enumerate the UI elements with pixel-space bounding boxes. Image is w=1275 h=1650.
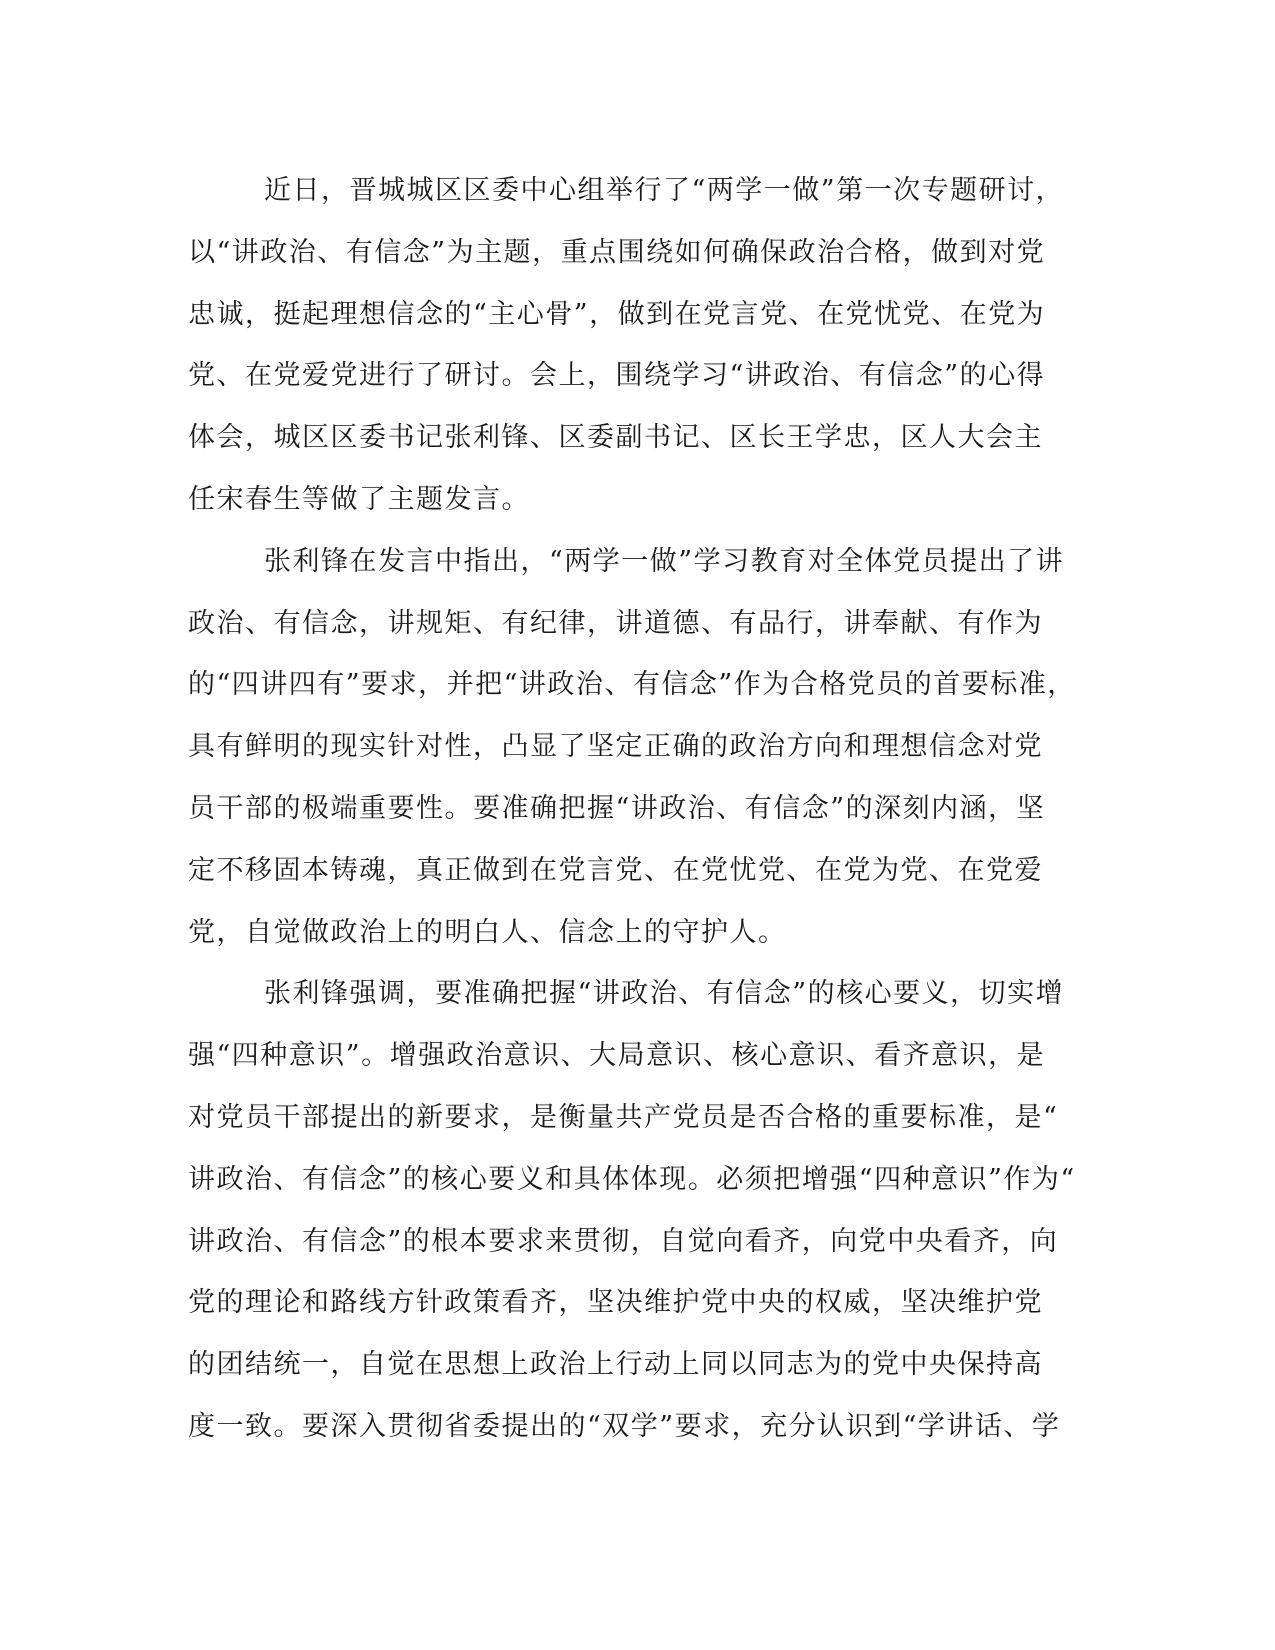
paragraph-3-line-4: 讲政治、有信念”的核心要义和具体体现。必须把增强“四种意识”作为“	[188, 1163, 1076, 1195]
paragraph-2-line-4: 具有鲜明的现实针对性，凸显了坚定正确的政治方向和理想信念对党	[188, 731, 1043, 763]
paragraph-2-line-6: 定不移固本铸魂，真正做到在党言党、在党忧党、在党为党、在党爱	[188, 854, 1043, 886]
paragraph-3-line-2: 强“四种意识”。增强政治意识、大局意识、核心意识、看齐意识，是	[188, 1040, 1046, 1072]
paragraph-1-line-1: 近日，晋城城区区委中心组举行了“两学一做”第一次专题研讨，	[264, 175, 1065, 206]
paragraph-1-line-3: 忠诚，挺起理想信念的“主心骨”，做到在党言党、在党忧党、在党为	[188, 298, 1046, 330]
paragraph-3-line-8: 度一致。要深入贯彻省委提出的“双学”要求，充分认识到“学讲话、学	[188, 1410, 1061, 1442]
paragraph-1-line-4: 党、在党爱党进行了研讨。会上，围绕学习“讲政治、有信念”的心得	[188, 360, 1046, 392]
paragraph-1-line-2: 以“讲政治、有信念”为主题，重点围绕如何确保政治合格，做到对党	[188, 236, 1046, 268]
body-text	[188, 160, 1088, 1458]
paragraph-2-line-5: 员干部的极端重要性。要准确把握“讲政治、有信念”的深刻内涵，坚	[188, 792, 1046, 824]
paragraph-3-line-6: 党的理论和路线方针政策看齐，坚决维护党中央的权威，坚决维护党	[188, 1287, 1043, 1319]
paragraph-2-line-3: 的“四讲四有”要求，并把“讲政治、有信念”作为合格党员的首要标准，	[188, 669, 1076, 701]
paragraph-2-line-7: 党，自觉做政治上的明白人、信念上的守护人。	[188, 916, 787, 948]
paragraph-3-line-5: 讲政治、有信念”的根本要求来贯彻，自觉向看齐，向党中央看齐，向	[188, 1225, 1059, 1257]
paragraph-3-line-7: 的团结统一，自觉在思想上政治上行动上同以同志为的党中央保持高	[188, 1349, 1043, 1381]
paragraph-2-line-2: 政治、有信念，讲规矩、有纪律，讲道德、有品行，讲奉献、有作为	[188, 607, 1043, 639]
paragraph-1-line-6: 任宋春生等做了主题发言。	[188, 483, 530, 515]
paragraph-2-line-1: 张利锋在发言中指出，“两学一做”学习教育对全体党员提出了讲	[264, 545, 1065, 577]
paragraph-1-line-5: 体会，城区区委书记张利锋、区委副书记、区长王学忠，区人大会主	[188, 422, 1043, 454]
paragraph-3-line-1: 张利锋强调，要准确把握“讲政治、有信念”的核心要义，切实增	[264, 978, 1065, 1010]
paragraph-3-line-3: 对党员干部提出的新要求，是衡量共产党员是否合格的重要标准，是“	[188, 1101, 1059, 1133]
